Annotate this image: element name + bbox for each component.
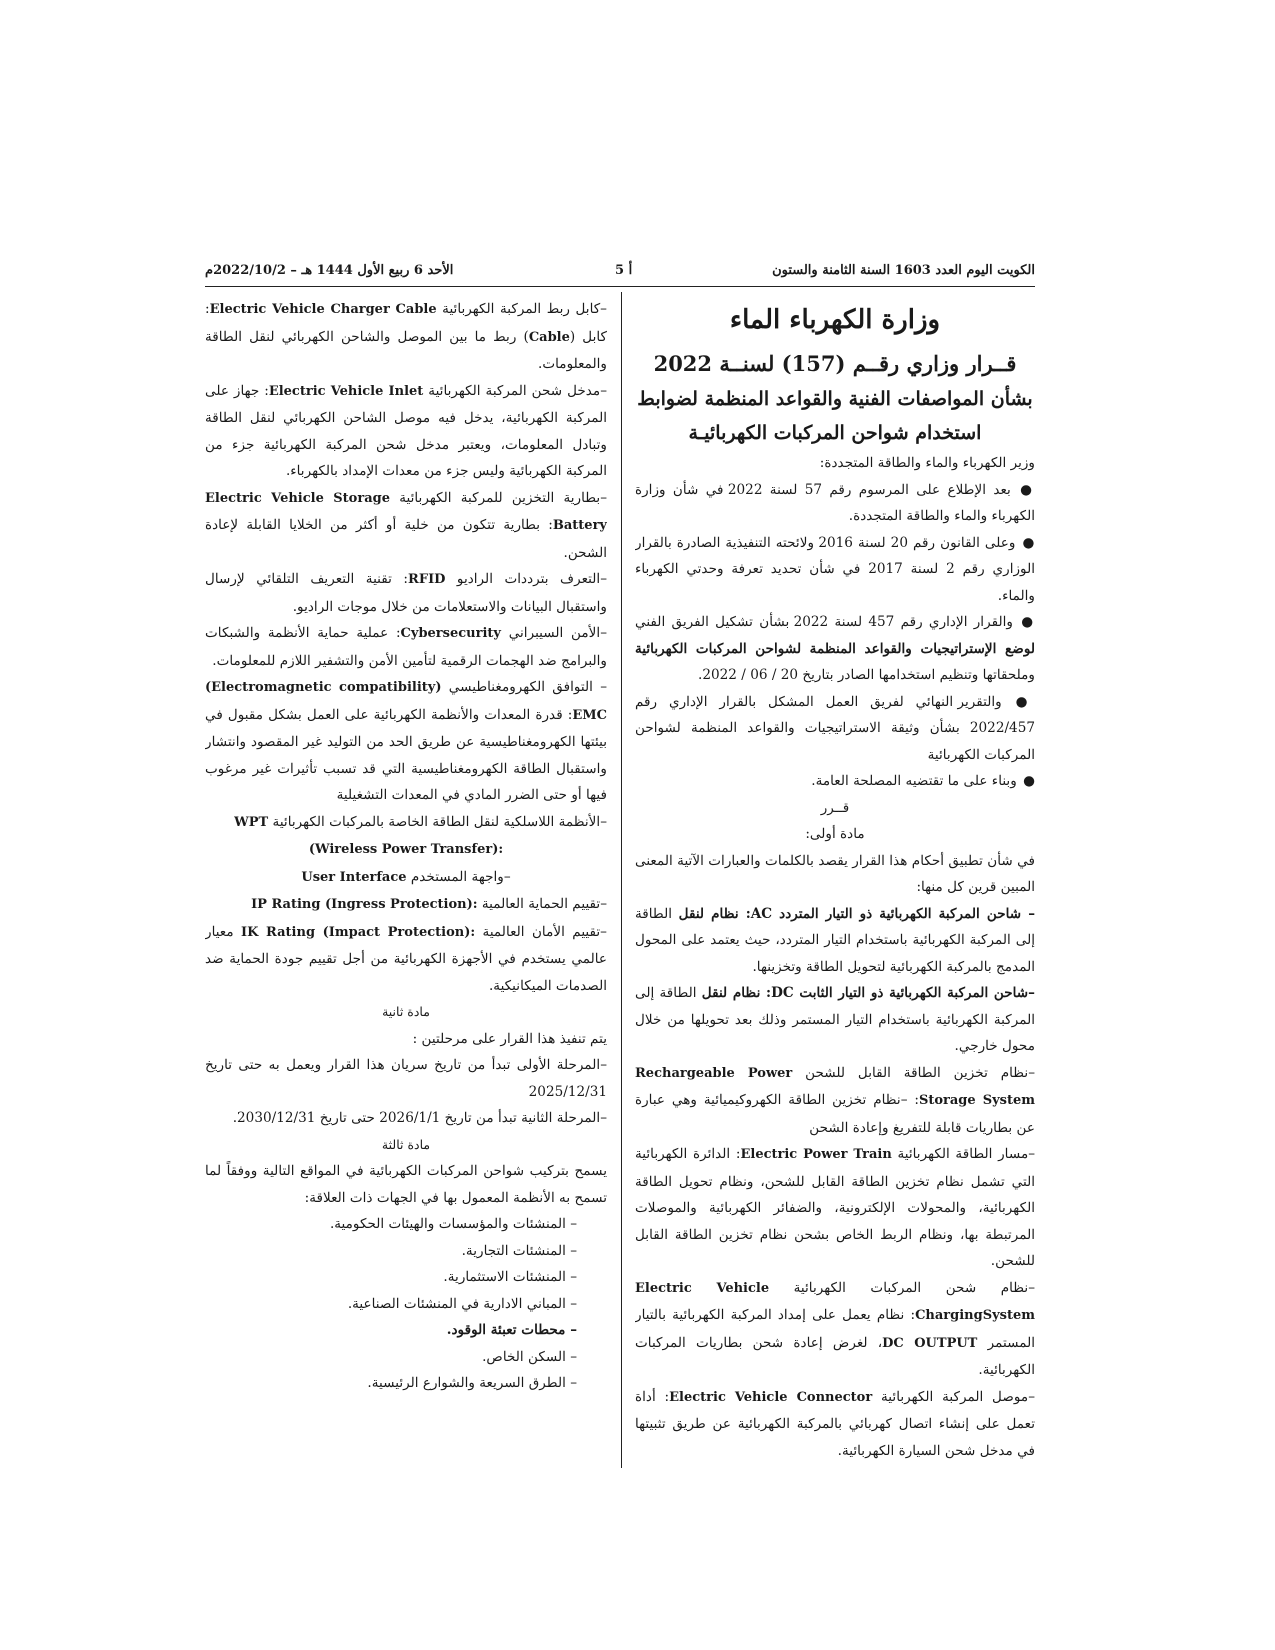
definition-charging-system: –نظام شحن المركبات الكهربائية Electric Vehicle ChargingSystem: نظام يعمل على إمداد المركبة الكهربائية بالتيار المستمر DC OUTPUT، لغرض إعادة شحن بطاريات المركبات الكهربائية. <box>635 1279 1035 1378</box>
definition-rfid: –التعرف بترددات الراديو RFID: تقنية التعريف التلقائي لإرسال واستقبال البيانات والاستعلامات من خلال موجات الراديو. <box>205 571 607 615</box>
left-column <box>205 296 607 1468</box>
header-issue: الكويت اليوم العدد 1603 السنة الثامنة والستون <box>772 263 1035 278</box>
article-1-title: مادة أولى: <box>805 826 865 842</box>
column-divider <box>621 292 622 1468</box>
definition-storage-battery: –بطارية التخزين للمركبة الكهربائية Electric Vehicle Storage Battery: بطارية تتكون من خلية أو أكثر من الخلايا القابلة لإعادة الشحن. <box>205 489 607 561</box>
definition-ac-charger: – شاحن المركبة الكهربائية ذو التيار المتردد AC: نظام لنقل الطاقة إلى المركبة الكهربائية باستخدام التيار المتردد، حيث يعتمد على المحول المدمج بالمركبة الكهربائية لتحويل الطاقة وتخزينها. <box>635 905 1035 975</box>
definition-dc-charger: –شاحن المركبة الكهربائية ذو التيار الثابت DC: نظام لنقل الطاقة إلى المركبة الكهربائية باستخدام التيار المستمر وذلك بعد تحويلها من خلال محول خارجي. <box>635 985 1035 1054</box>
definition-connector: –موصل المركبة الكهربائية Electric Vehicle Connector: أداة تعمل على إنشاء اتصال كهربائي بالمركبة الكهربائية عن طريق تثبيتها في مدخل شحن السيارة الكهربائية. <box>635 1388 1035 1459</box>
bullet-icon: ● <box>1021 614 1035 630</box>
recital-1: ● بعد الإطلاع على المرسوم رقم 57 لسنة 2022 في شأن وزارة الكهرباء والماء والطاقة المتجددة. <box>635 481 1035 524</box>
definition-wpt-en: (Wireless Power Transfer): <box>308 842 504 857</box>
recital-3: ● والقرار الإداري رقم 457 لسنة 2022 بشأن تشكيل الفريق الفني لوضع الإستراتيجيات والقواعد المنظمة لشواحن المركبات الكهربائية وملحقاتها وتنظيم استخدامها الصادر بتاريخ 20 / 06 / 2022. <box>635 614 1035 683</box>
recital-2: ● وعلى القانون رقم 20 لسنة 2016 ولائحته التنفيذية الصادرة بالقرار الوزاري رقم 2 لسنة 2017 في شأن تحديد تعرفة وحدتي الكهرباء والماء. <box>635 534 1035 604</box>
article-3-title: مادة ثالثة <box>381 1136 431 1152</box>
definition-inlet: –مدخل شحن المركبة الكهربائية Electric Vehicle Inlet: جهاز على المركبة الكهربائية، يدخل فيه موصل الشاحن الكهربائي لنقل الطاقة وتبادل المعلومات، ويعتبر مدخل شحن المركبة الكهربائية جزء من المركبة الكهربائية وليس جزء من معدات الإمداد بالكهرباء. <box>205 382 607 479</box>
article-2-intro: يتم تنفيذ هذا القرار على مرحلتين : <box>412 1030 607 1047</box>
bullet-icon: ● <box>1020 481 1035 498</box>
location-item: – المنشئات والمؤسسات والهيئات الحكومية. <box>329 1216 577 1232</box>
ministry-title: وزارة الكهرباء الماء <box>729 305 941 335</box>
definition-rpss: –نظام تخزين الطاقة القابل للشحن Rechargeable Power Storage System: –نظام تخزين الطاقة الكهروكيميائية وهي عبارة عن بطاريات قابلة للتفريغ وإعادة الشحن <box>635 1064 1035 1136</box>
minister-line: وزير الكهرباء والماء والطاقة المتجددة: <box>819 455 1035 471</box>
phase-2: –المرحلة الثانية تبدأ من تاريخ 2026/1/1 حتى تاريخ 2030/12/31. <box>232 1110 607 1126</box>
location-item: – المنشئات الاستثمارية. <box>443 1269 577 1285</box>
right-column <box>635 296 1035 1468</box>
header-page-number: أ 5 <box>615 263 633 278</box>
article-3-intro: يسمح بتركيب شواحن المركبات الكهربائية في المواقع التالية ووفقاً لما تسمح به الأنظمة المعمول بها في الجهات ذات العلاقة: <box>205 1163 607 1206</box>
definition-ip-rating: –تقييم الحماية العالمية IP Rating (Ingress Protection): <box>251 896 607 912</box>
header-rule <box>205 286 1035 287</box>
decree-subject-line-1: بشأن المواصفات الفنية والقواعد المنظمة لضوابط <box>637 388 1033 410</box>
recital-4: ● والتقرير النهائي لفريق العمل المشكل بالقرار الإداري رقم 2022/457 بشأن وثيقة الاستراتيجيات والقواعد المنظمة لشواحن المركبات الكهربائية <box>635 693 1035 763</box>
definition-power-train: –مسار الطاقة الكهربائية Electric Power Train: الدائرة الكهربائية التي تشمل نظام تخزين الطاقة القابل للشحن، ونظام تحويل الطاقة الكهربائية، والمحولات الإلكترونية، والضفائر الكهربائية والموصلات المرتبطة بها، ونظام الربط الخاص بشحن نظام تخزين الطاقة القابل للشحن. <box>635 1146 1035 1269</box>
location-item: – السكن الخاص. <box>482 1348 577 1365</box>
decided-heading: قــرر <box>820 799 850 816</box>
definition-wpt: –الأنظمة اللاسلكية لنقل الطاقة الخاصة بالمركبات الكهربائية WPT <box>234 813 607 830</box>
definition-user-interface: –واجهة المستخدم User Interface <box>301 868 511 885</box>
location-item: – المنشئات التجارية. <box>461 1242 577 1259</box>
definition-charger-cable: –كابل ربط المركبة الكهربائية Electric Vehicle Charger Cable: كابل (Cable) ربط ما بين الموصل والشاحن الكهربائي لنقل الطاقة والمعلومات. <box>205 301 607 372</box>
definition-emc: – التوافق الكهرومغناطيسي (Electromagnetic compatibility) EMC: قدرة المعدات والأنظمة الكهربائية على العمل بشكل مقبول في بيئتها الكهرومغناطيسية عن طريق الحد من التوليد غير المقصود وانتشار واستقبال الطاقة الكهرومغناطيسية التي قد تسبب تأثيرات غير مرغوب فيها أو حتى الضرر المادي في المعدات التشغيلية <box>205 679 607 803</box>
article-2-title: مادة ثانية <box>382 1004 430 1019</box>
location-item: – المباني الادارية في المنشئات الصناعية. <box>347 1295 577 1312</box>
page-header <box>205 258 1035 284</box>
decree-subject-line-2: استخدام شواحن المركبات الكهربائيـة <box>688 422 982 444</box>
location-item: – محطات تعبئة الوقود. <box>446 1322 577 1338</box>
bullet-icon: ● <box>1023 773 1035 789</box>
bullet-icon: ● <box>1022 534 1035 551</box>
decree-title: قــرار وزاري رقــم (157) لسنــة 2022 <box>653 351 1017 376</box>
recital-5: ● وبناء على ما تقتضيه المصلحة العامة. <box>811 773 1035 789</box>
definition-cybersecurity: –الأمن السيبراني Cybersecurity: عملية حماية الأنظمة والشبكات والبرامج ضد الهجمات الرقمية لتأمين الأمن والتشفير اللازم للمعلومات. <box>205 625 607 669</box>
location-item: – الطرق السريعة والشوارع الرئيسية. <box>367 1375 577 1391</box>
definition-ik-rating: –تقييم الأمان العالمية IK Rating (Impact Protection): معيار عالمي يستخدم في الأجهزة الكهربائية من أجل تقييم جودة الحماية ضد الصدمات الميكانيكية. <box>205 923 607 994</box>
article-1-intro: في شأن تطبيق أحكام هذا القرار يقصد بالكلمات والعبارات الآتية المعنى المبين قرين كل منها: <box>635 852 1035 895</box>
header-date: الأحد 6 ربيع الأول 1444 هـ – 2022/10/2م <box>205 263 454 278</box>
phase-1: –المرحلة الأولى تبدأ من تاريخ سريان هذا القرار ويعمل به حتى تاريخ 2025/12/31 <box>205 1057 607 1100</box>
bullet-icon: ● <box>1015 693 1035 710</box>
